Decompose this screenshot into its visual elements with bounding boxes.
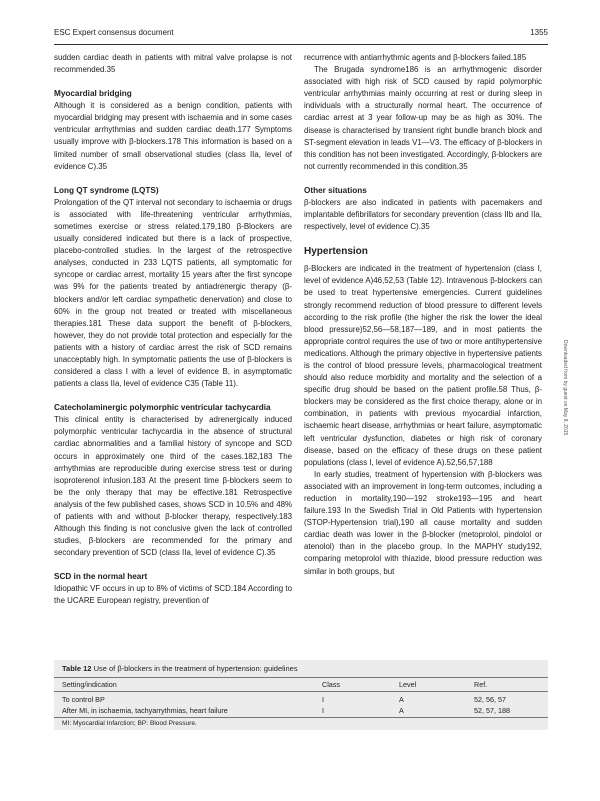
cell-ref: 52, 57, 188 xyxy=(474,706,510,715)
table-footnote-text: MI: Myocardial Infarction; BP: Blood Pressure. xyxy=(62,720,197,727)
table-title xyxy=(62,664,298,673)
heading-other-situations: Other situations xyxy=(304,185,367,195)
column-header-level: Level xyxy=(399,680,417,689)
table-caption: Use of β-blockers in the treatment of hypertension: guidelines xyxy=(93,664,298,673)
cell-setting: To control BP xyxy=(62,695,105,704)
paragraph-hypertension-1: β-Blockers are indicated in the treatment of hypertension (class I, level of evidence A)46,52,53 (Table 12). Intravenous β-blockers can be used to treat hypertensive emergencies. Current guidelines strongly recommend reduction of blood pressure to different levels according to the risk profile (the higher the risk the lower the ideal blood pressure)52,56—58,187—189, and in most patients the appropriate control requires the use of two or more antihypertensive medications. Although the primary objective in hypertensive patients is the control of blood pressure levels, pharmacological treatment should also reduce morbidity and mortality and the selection of a specific drug should be based on the patient profile.58 Thus, β-blockers may be considered as the first choice therapy, alone or in combination, in patients with previous myocardial infarction, ischaemic heart disease, arrhythmias or heart failure, asymptomatic left ventricular dysfunction, diabetes or high risk of coronary disease, based on the efficacy of these drugs on these patient populations (class I, level of evidence A).52,56,57,188 xyxy=(304,264,542,467)
heading-myocardial-bridging: Myocardial bridging xyxy=(54,89,132,99)
table-row xyxy=(54,693,548,704)
left-column xyxy=(54,52,292,608)
download-watermark-text: Downloaded from by guest on May 8, 2015 xyxy=(562,340,568,436)
cell-level: A xyxy=(399,695,404,704)
paragraph-lqts: Prolongation of the QT interval not secondary to ischaemia or drugs is associated with life-threatening ventricular arrhythmias, sometimes exercise or stress related.179,180 β-Blockers are usually considered indicated but there is a lack of prospective, placebo-controlled studies. In the largest of the retrospective analyses, conducted in 233 LQTS patients, all symptomatic for syncope or cardiac arrest, mortality 15 years after the first syncope was 9% for the patients treated by antiadrenergic therapy (β-blockers and/or left cardiac sympathetic denervation) and close to 60% in the group not treated or treated with miscellaneous therapies.181 These data support the benefit of β-blockers, however, they do not provide total protection and especially for the patients with a history of cardiac arrest the risk of SCD remains unacceptably high. In symptomatic patients the use of β-blockers is considered a class I with a level of evidence B, in asymptomatic patients a class IIa, level of evidence C35 (Table 11). xyxy=(54,197,292,389)
column-header-ref: Ref. xyxy=(474,680,488,689)
paragraph-cpvt: This clinical entity is characterised by adrenergically induced polymorphic ventricular tachycardia in the absence of structural cardiac abnormalities and a familial history of syncope and SCD occurs in approximately one third of the cases.182,183 The arrhythmias are reproducible during exercise stress test or during isoproterenol infusion.183 At the present time β-blockers seem to be the only therapy that may be effective.181 Retrospective analysis of the few published cases, shows SCD in 10.5% and 48% of patients with and without β-blocker therapy, respectively.183 Although this finding is not conclusive given the lack of controlled studies, β-blockers are recommended for the primary and secondary prevention of SCD (class IIa, level of evidence C).35 xyxy=(54,415,292,558)
column-header-setting: Setting/indication xyxy=(62,680,117,689)
table-header-row xyxy=(54,677,548,692)
cell-class: I xyxy=(322,706,324,715)
table-row xyxy=(54,704,548,715)
paragraph-intro: sudden cardiac death in patients with mitral valve prolapse is not recommended.35 xyxy=(54,53,292,75)
cell-ref: 52, 56, 57 xyxy=(474,695,506,704)
cell-setting: After MI, in ischaemia, tachyarrythmias, heart failure xyxy=(62,706,228,715)
paragraph-bridging: Although it is considered as a benign condition, patients with myocardial bridging may present with ischaemia and in some cases ventricular arrhythmias and sudden cardiac death.177 Symptoms usually improve with β-blockers.178 This information is based on a limited number of small observational studies (class IIa, level of evidence C).35 xyxy=(54,101,292,171)
heading-hypertension: Hypertension xyxy=(304,246,368,258)
table-12 xyxy=(54,660,548,730)
cell-level: A xyxy=(399,706,404,715)
running-header xyxy=(54,28,548,42)
download-watermark xyxy=(560,340,570,640)
heading-cpvt: Catecholaminergic polymorphic ventricular tachycardia xyxy=(54,403,271,413)
paragraph-scd: Idiopathic VF occurs in up to 8% of victims of SCD.184 According to the UCARE European registry, prevention of xyxy=(54,584,292,606)
journal-label: ESC Expert consensus document xyxy=(54,28,174,37)
cell-class: I xyxy=(322,695,324,704)
right-column xyxy=(304,52,542,578)
page-number: 1355 xyxy=(530,28,548,37)
paragraph-continuation: recurrence with antiarrhythmic agents and β-blockers failed.185 xyxy=(304,53,527,62)
paragraph-brugada: The Brugada syndrome186 is an arrhythmogenic disorder associated with high risk of SCD caused by rapid polymorphic ventricular arrhythmias mainly occurring at rest or during sleep in individuals with a structurally normal heart. The occurrence of cardiac arrest at 3 year follow-up may be as high as 30%. The disease is characterised by transient right bundle branch block and ST-segment elevation in leads V1—V3. The efficacy of β-blockers in this condition has not been investigated. Accordingly, β-blockers are not currently recommended in this condition.35 xyxy=(304,65,542,171)
paragraph-other: β-blockers are also indicated in patients with pacemakers and implantable defibrillators for secondary prevention (class IIb and IIa, respectively, level of evidence C).35 xyxy=(304,197,542,232)
table-footnote xyxy=(54,717,548,727)
header-rule xyxy=(54,44,548,45)
column-header-class: Class xyxy=(322,680,340,689)
paragraph-hypertension-2: In early studies, treatment of hypertension with β-blockers was associated with an improvement in long-term outcomes, including a reduction in mortality,190—192 stroke193—195 and heart failure.193 In the Swedish Trial in Old Patients with hypertension (STOP-Hypertension trial),190 all cause mortality and sudden cardiac death was lower in the β-blocker (metoprolol, pindolol or atenolol) than in the placebo group. In the MAPHY study192, comparing metoprolol with thiazide, blood pressure reduction was similar in both groups, but xyxy=(304,469,542,576)
heading-lqts: Long QT syndrome (LQTS) xyxy=(54,185,159,195)
heading-scd-normal-heart: SCD in the normal heart xyxy=(54,572,148,582)
table-number: Table 12 xyxy=(62,664,92,673)
